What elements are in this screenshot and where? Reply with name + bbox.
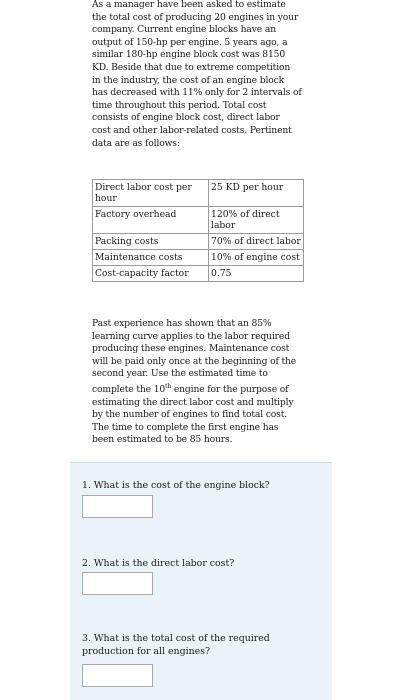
body-line: second year. Use the estimated time to [92, 368, 268, 380]
question-3 [82, 632, 312, 658]
intro-line: company. Current engine blocks have an [92, 24, 276, 36]
questions-panel [70, 462, 332, 700]
intro-line: the total cost of producing 20 engines in your [92, 11, 299, 23]
table-row [93, 250, 304, 266]
cost-data-table [92, 179, 304, 282]
question-text: 1. What is the cost of the engine block? [82, 480, 270, 491]
table-cell: Packing costs [93, 234, 209, 250]
intro-line: in the industry, the cost of an engine block [92, 74, 285, 86]
intro-line: has decreased with 11% only for 2 intervals of [92, 87, 302, 99]
intro-paragraph [92, 0, 314, 150]
intro-line: time throughout this period. Total cost [92, 99, 267, 111]
table-cell: 120% of direct labor [209, 207, 304, 234]
question-text: 3. What is the total cost of the required [82, 633, 270, 644]
table-cell: Factory overhead [93, 207, 209, 234]
table-cell: Direct labor cost per hour [93, 180, 209, 207]
table-cell: 10% of engine cost [209, 250, 304, 266]
question-text: production for all engines? [82, 646, 210, 657]
table-cell: 25 KD per hour [209, 180, 304, 207]
intro-line: data are as follows: [92, 137, 180, 149]
table-cell: Cost-capacity factor [93, 266, 209, 282]
body-line: The time to complete the first engine has [92, 421, 279, 433]
question-text: 2. What is the direct labor cost? [82, 558, 235, 569]
problem-statement [84, 0, 314, 462]
intro-line: KD. Beside that due to extreme competition [92, 61, 291, 73]
answer-input-3[interactable] [82, 664, 153, 687]
question-2 [82, 557, 312, 570]
question-1 [82, 479, 312, 492]
answer-input-2[interactable] [82, 572, 153, 595]
table-row [93, 266, 304, 282]
body-line: been estimated to be 85 hours. [92, 434, 233, 446]
body-line: by the number of engines to find total cost. [92, 409, 288, 421]
intro-line: cost and other labor-related costs. Pertinent [92, 124, 292, 136]
table-row [93, 207, 304, 234]
body-line-ordinal [92, 381, 314, 397]
body-line: producing these engines. Maintenance cost [92, 343, 290, 355]
body-line: will be paid only once at the beginning of the [92, 355, 297, 367]
divider [70, 462, 332, 463]
body-line: estimating the direct labor cost and multiply [92, 396, 294, 408]
ordinal-text: complete the 10th engine for the purpose of [92, 382, 289, 396]
body-line: learning curve applies to the labor required [92, 330, 290, 342]
learning-curve-paragraph [92, 318, 314, 447]
answer-input-1[interactable] [82, 495, 153, 518]
table-cell: Maintenance costs [93, 250, 209, 266]
intro-line: consists of engine block cost, direct labor [92, 112, 280, 124]
intro-line: As a manager have been asked to estimate [92, 0, 286, 10]
table-row [93, 180, 304, 207]
intro-line: similar 180-hp engine block cost was 8150 [92, 49, 286, 61]
body-line: Past experience has shown that an 85% [92, 318, 272, 329]
table-cell: 0.75 [209, 266, 304, 282]
table-cell: 70% of direct labor [209, 234, 304, 250]
intro-line: output of 150-hp per engine. 5 years ago, a [92, 36, 288, 48]
table-row [93, 234, 304, 250]
